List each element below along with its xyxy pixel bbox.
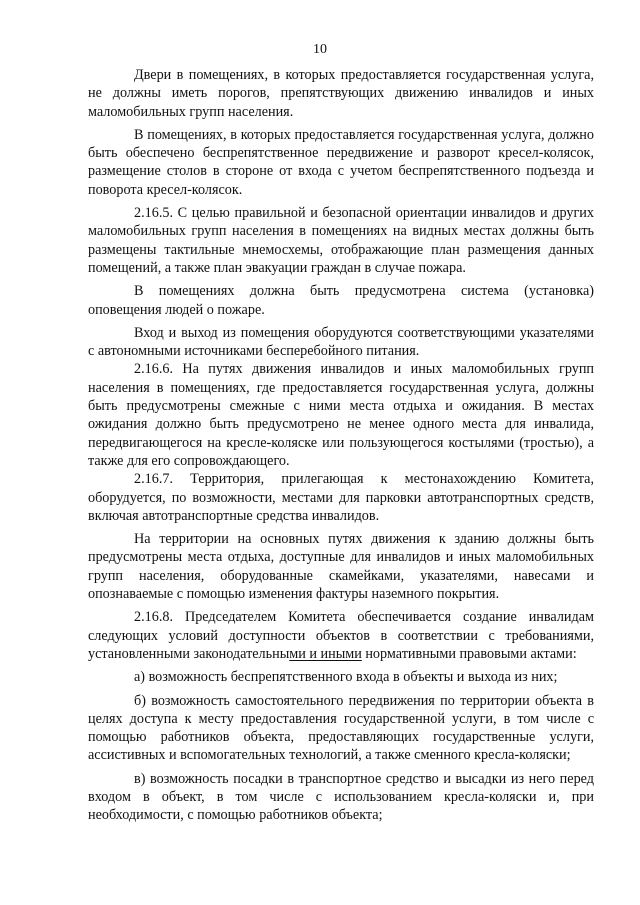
page-number: 10 — [313, 42, 327, 57]
document-body — [88, 66, 594, 825]
handwritten-underline-mark: ми и иными — [289, 645, 362, 662]
paragraph-2-16-8 — [88, 608, 594, 663]
paragraph-2-16-5: 2.16.5. С целью правильной и безопасной ориентации инвалидов и других маломобильных групп населения в помещениях на видных местах должны быть размещены тактильные мнемосхемы, отображающие план размещения данных помещений, а также план эвакуации граждан в случае пожара. — [88, 205, 594, 276]
paragraph-2-16-6: 2.16.6. На путях движения инвалидов и иных маломобильных групп населения в помещениях, где предоставляется государственная услуга, должны быть предусмотрены смежные с ними места отдыха и ожидания. В местах ожидания должно быть предусмотрено не менее одного места для инвалида, передвигающегося на кресле-коляске или пользующегося костылями (тростью), а также для его сопровождающего. — [88, 361, 594, 469]
paragraph-doors: Двери в помещениях, в которых предоставляется государственная услуга, не должны иметь порогов, препятствующих движению инвалидов и иных маломобильных групп населения. — [88, 67, 594, 120]
paragraph-wheelchair-movement: В помещениях, в которых предоставляется государственная услуга, должно быть обеспечено беспрепятственное передвижение и разворот кресел-колясок, размещение столов в стороне от входа с учетом беспрепятственного подъезда и поворота кресел-колясок. — [88, 126, 594, 198]
paragraph-2-16-8-tail: нормативными правовыми актами: — [361, 645, 577, 662]
paragraph-entrance-signs: Вход и выход из помещения оборудуются соответствующими указателями с автономными источниками бесперебойного питания. — [88, 324, 594, 360]
paragraph-2-16-7: 2.16.7. Территория, прилегающая к местонахождению Комитета, оборудуется, по возможности, местами для парковки автотранспортных средств, включая автотранспортные средства инвалидов. — [88, 471, 594, 524]
paragraph-fire-alarm: В помещениях должна быть предусмотрена система (установка) оповещения людей о пожаре. — [88, 283, 594, 318]
list-item-v: в) возможность посадки в транспортное средство и высадки из него перед входом в объект, в том числе с использованием кресла-коляски и, при необходимости, с помощью работников объекта; — [88, 770, 594, 824]
list-item-a: а) возможность беспрепятственного входа в объекты и выхода из них; — [134, 669, 558, 686]
paragraph-2-16-8-text: 2.16.8. Председателем Комитета обеспечивается создание инвалидам следующих условий доступности объектов в соответствии с требованиями, установленными законодательны — [88, 609, 594, 662]
paragraph-rest-places: На территории на основных путях движения к зданию должны быть предусмотрены места отдыха, доступные для инвалидов и иных маломобильных групп населения, оборудованные скамейками, указателями, навесами и опознаваемые с помощью изменения фактуры наземного покрытия. — [88, 531, 594, 603]
list-item-b: б) возможность самостоятельного передвижения по территории объекта в целях доступа к месту предоставления государственной услуги, в том числе с помощью работников объекта, предоставляющих государственные услуги, ассистивных и вспомогательных технологий, а также сменного кресла-коляски; — [88, 692, 594, 764]
